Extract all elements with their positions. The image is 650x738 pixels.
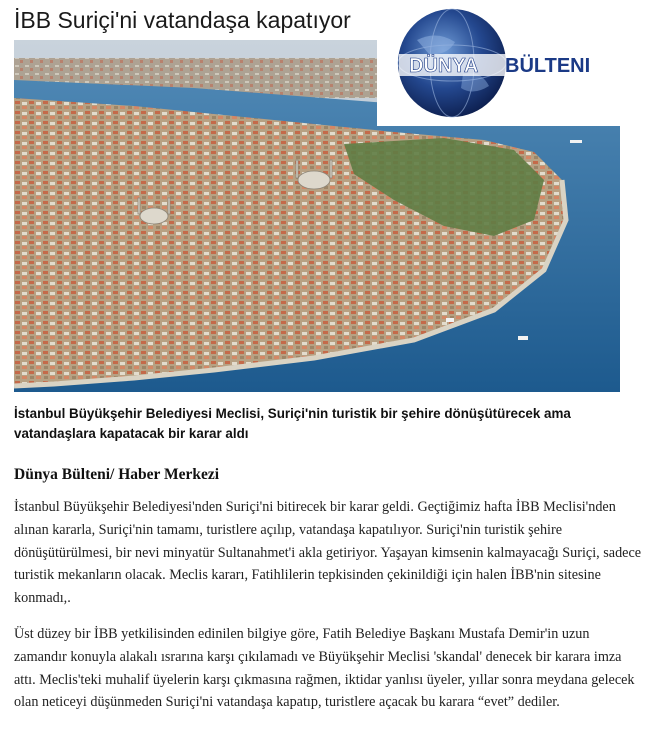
globe-logo-icon — [377, 0, 650, 126]
article-lead: İstanbul Büyükşehir Belediyesi Meclisi, Suriçi'nin turistik bir şehire dönüşütürecek ama vatandaşlara kapatacak bir karar aldı — [14, 406, 571, 441]
dunya-bulteni-logo — [377, 0, 650, 126]
article-paragraph: Üst düzey bir İBB yetkilisinden edinilen bilgiye göre, Fatih Belediye Başkanı Mustafa Demir'in uzun zamandır konuyla alakalı ısrarına karşı çıkılamadı ve Büyükşehir Meclisi 'skandal' denecek bir karara imza attı. Meclis'teki muhalif üyelerin karşı çıkmasına rağmen, iktidar yanlısı üyeler, yıllar sonra meydana gelecek olan neticeyi düşünmeden Suriçi'ni vatandaşa kapatıp, turistlere açacak bu karara “evet” dediler. — [14, 626, 635, 711]
article-paragraph: İstanbul Büyükşehir Belediyesi'nden Suriçi'ni bitirecek bir karar geldi. Geçtiğimiz hafta İBB Meclisi'nden alınan kararla, Suriçi'nin tamamı, turistlere açılıp, vatandaşa kapatılıyor. Suriçi'nin turistik şehire dönüşütürülmesi, bir nevi minyatür Sultanahmet'i akla getiriyor. Yaşayan kimsenin kalmayacağı Suriçi, sadece turistik mekanların olacak. Meclis kararı, Fatihlilerin tepkisinden çekinildiği için halen İBB'nin sitesine konmadı,. — [14, 499, 642, 607]
article-byline: Dünya Bülteni/ Haber Merkezi — [14, 466, 220, 483]
article-title: İBB Suriçi'ni vatandaşa kapatıyor — [14, 7, 351, 33]
logo-word-1: DÜNYA — [409, 55, 479, 77]
logo-word-2: BÜLTENI — [505, 55, 591, 77]
